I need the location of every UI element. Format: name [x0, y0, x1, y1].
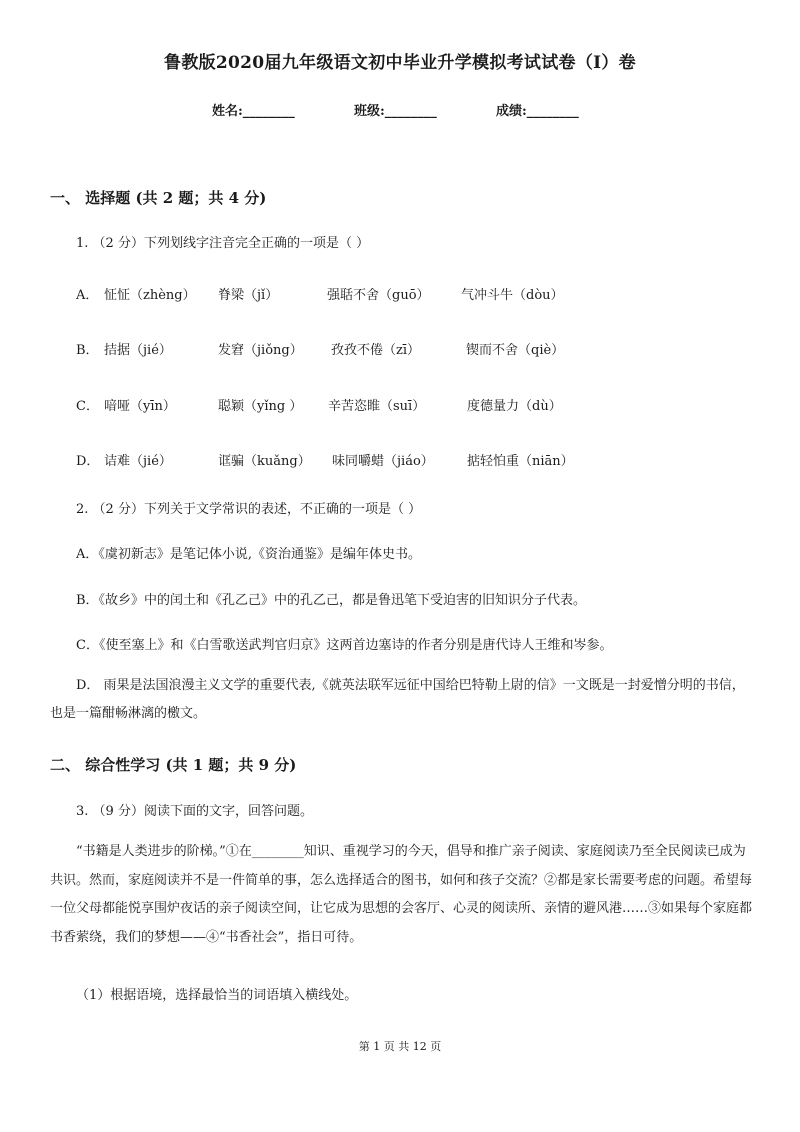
- question-2-option-d: D． 雨果是法国浪漫主义文学的重要代表,《就英法联军远征中国给巴特勒上尉的信》一文既是一封爱憎分明的书信，也是一篇酣畅淋漓的檄文。: [50, 678, 745, 721]
- option-item: 聪颖（yǐng ）: [218, 399, 303, 414]
- question-2-option-b: B．《故乡》中的闰土和《孔乙己》中的孔乙己，都是鲁迅笔下受迫害的旧知识分子代表。: [76, 593, 587, 608]
- question-3-passage: “书籍是人类进步的阶梯。”①在________知识、重视学习的今天，倡导和推广亲子阅读、家庭阅读乃至全民阅读已成为共识。然而，家庭阅读并不是一件简单的事，怎么选择适合的图书，如何和孩子交流？②都是家长需要考虑的问题。希望每一位父母都能悦享围炉夜话的亲子阅读空间，让它成为思想的会客厅、心灵的阅读所、亲情的避风港……③如果每个家庭都书香萦绕，我们的梦想——④“书香社会”，指日可待。: [50, 844, 753, 945]
- question-2-option-c: C．《使至塞上》和《白雪歌送武判官归京》这两首边塞诗的作者分别是唐代诗人王维和岑参。: [76, 638, 613, 653]
- option-item: 发窘（jiǒng）: [218, 343, 303, 358]
- name-field: 姓名:________: [212, 104, 295, 119]
- option-label: C．: [76, 399, 99, 414]
- page-title: 鲁教版2020届九年级语文初中毕业升学模拟考试试卷（I）卷: [164, 53, 636, 73]
- question-2-stem: 2. （2 分）下列关于文学常识的表述，不正确的一项是（ ）: [76, 502, 422, 517]
- question-3-sub-1: （1）根据语境，选择最恰当的词语填入横线处。: [76, 988, 358, 1003]
- option-item: 锲而不舍（qiè）: [466, 343, 565, 358]
- option-item: 怔怔（zhèng）: [104, 288, 196, 303]
- option-item: 喑哑（yīn）: [104, 399, 176, 414]
- option-item: 拮据（jié）: [104, 343, 172, 358]
- option-item: 诓骗（kuǎng）: [218, 454, 311, 469]
- option-label: A．: [76, 288, 99, 303]
- option-item: 掂轻怕重（niān）: [467, 454, 574, 469]
- option-item: 辛苦恣睢（suī）: [328, 399, 426, 414]
- question-3-stem: 3. （9 分）阅读下面的文字，回答问题。: [76, 804, 313, 819]
- question-1-option-c: [76, 395, 776, 415]
- score-field: 成绩:________: [496, 104, 579, 119]
- question-1-stem: 1. （2 分）下列划线字注音完全正确的一项是（ ）: [76, 236, 370, 251]
- section-heading-choice: 一、 选择题 (共 2 题；共 4 分): [50, 189, 267, 207]
- student-info-row: [0, 100, 800, 120]
- option-item: 味同嚼蜡（jiáo）: [332, 454, 434, 469]
- page-footer: 第 1 页 共 12 页: [358, 1040, 442, 1053]
- question-2-option-a: A．《虞初新志》是笔记体小说,《资治通鉴》是编年体史书。: [76, 547, 422, 562]
- class-field: 班级:________: [354, 104, 437, 119]
- option-label: B．: [76, 343, 99, 358]
- question-1-option-b: [76, 339, 776, 359]
- option-item: 诘难（jié）: [104, 454, 172, 469]
- section-heading-comprehensive: 二、 综合性学习 (共 1 题；共 9 分): [50, 756, 297, 774]
- question-1-option-d: [76, 450, 776, 470]
- question-1-option-a: [76, 284, 776, 304]
- option-item: 脊梁（jǐ）: [218, 288, 279, 303]
- option-item: 度德量力（dù）: [467, 399, 562, 414]
- option-item: 强聒不舍（guō）: [327, 288, 430, 303]
- option-label: D．: [76, 454, 100, 469]
- option-item: 气冲斗牛（dòu）: [461, 288, 564, 303]
- option-item: 孜孜不倦（zī）: [331, 343, 421, 358]
